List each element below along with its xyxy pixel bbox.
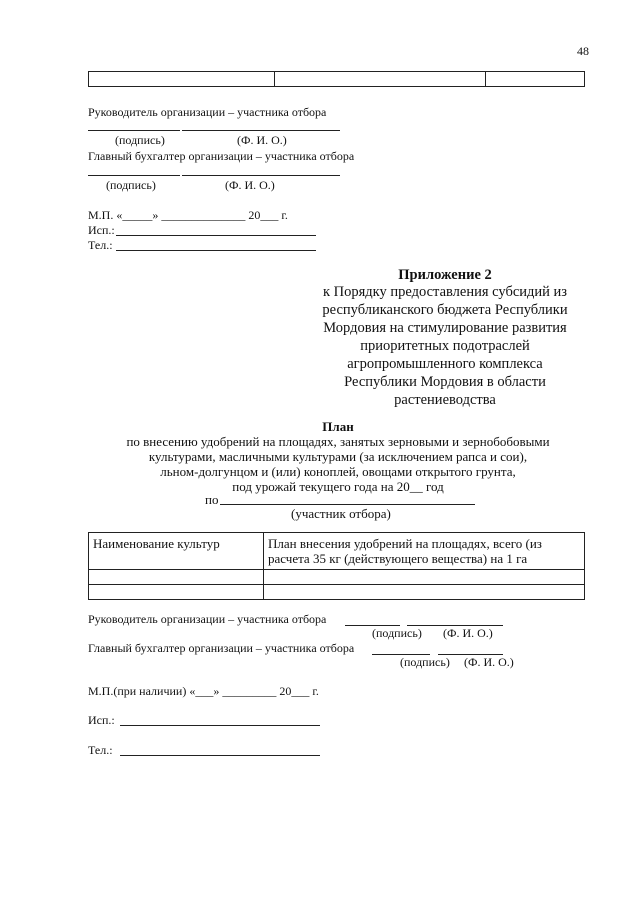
- table-header-plan-line: расчета 35 кг (действующего вещества) на 1 га: [268, 551, 528, 566]
- plan-line: льном-долгунцом и (или) коноплей, овощами открытого грунта,: [160, 464, 516, 479]
- isp-label: Исп.:: [88, 713, 115, 727]
- appendix-line: приоритетных подотраслей: [360, 338, 530, 354]
- continuation-cell: [486, 72, 585, 87]
- tel-line: [120, 755, 320, 756]
- appendix-line: республиканского бюджета Республики: [322, 302, 568, 318]
- appendix-line: к Порядку предоставления субсидий из: [322, 284, 568, 300]
- table-cell: [89, 585, 264, 600]
- continuation-cell: [89, 72, 275, 87]
- stamp-date-line: М.П.(при наличии) «___» _________ 20___ г.: [88, 684, 319, 698]
- fio-caption: (Ф. И. О.): [443, 626, 493, 640]
- appendix-line: Мордовия на стимулирование развития: [323, 320, 567, 336]
- table-header-culture: [89, 533, 264, 570]
- accountant-label: Главный бухгалтер организации – участника отбора: [88, 641, 355, 655]
- page-number: 48: [577, 44, 589, 58]
- stamp-date-line: М.П. «_____» ______________ 20___ г.: [88, 208, 288, 222]
- appendix-title: Приложение 2: [398, 267, 492, 283]
- signature-line: [88, 175, 180, 176]
- fio-caption: (Ф. И. О.): [225, 178, 275, 192]
- plan-line: под урожай текущего года на 20__ год: [232, 479, 444, 494]
- signature-caption: (подпись): [372, 626, 422, 640]
- head-label: Руководитель организации – участника отбора: [88, 612, 327, 626]
- fio-caption: (Ф. И. О.): [464, 655, 514, 669]
- appendix-line: растениеводства: [394, 392, 496, 408]
- isp-label: Исп.:: [88, 223, 115, 237]
- table-cell: [89, 570, 264, 585]
- fio-line: [182, 175, 340, 176]
- tel-label: Тел.:: [88, 238, 113, 252]
- tel-label: Тел.:: [88, 743, 113, 757]
- participant-caption: (участник отбора): [291, 506, 391, 521]
- tel-line: [116, 250, 316, 251]
- fio-caption: (Ф. И. О.): [237, 133, 287, 147]
- table-header-culture-text: Наименование культур: [93, 536, 220, 551]
- appendix-line: агропромышленного комплекса: [347, 356, 543, 372]
- appendix-line: Республики Мордовия в области: [344, 374, 546, 390]
- participant-line: [220, 504, 475, 505]
- plan-title: План: [322, 419, 354, 434]
- table-header-plan-line: План внесения удобрений на площадях, всего (из: [268, 536, 542, 551]
- signature-caption: (подпись): [106, 178, 156, 192]
- continuation-table: [88, 71, 585, 87]
- table-cell: [264, 585, 585, 600]
- signature-line: [88, 130, 180, 131]
- signature-caption: (подпись): [115, 133, 165, 147]
- table-header-plan: [264, 533, 585, 570]
- plan-table: [88, 532, 585, 600]
- head-label: Руководитель организации – участника отбора: [88, 105, 327, 119]
- table-cell: [264, 570, 585, 585]
- fio-line: [182, 130, 340, 131]
- plan-line: культурами, масличными культурами (за исключением рапса и сои),: [148, 449, 528, 464]
- accountant-label: Главный бухгалтер организации – участника отбора: [88, 149, 355, 163]
- signature-caption: (подпись): [400, 655, 450, 669]
- isp-line: [116, 235, 316, 236]
- plan-line: по внесению удобрений на площадях, занятых зерновыми и зернобобовыми: [126, 434, 550, 449]
- isp-line: [120, 725, 320, 726]
- continuation-cell: [275, 72, 486, 87]
- po-label: по: [205, 492, 219, 507]
